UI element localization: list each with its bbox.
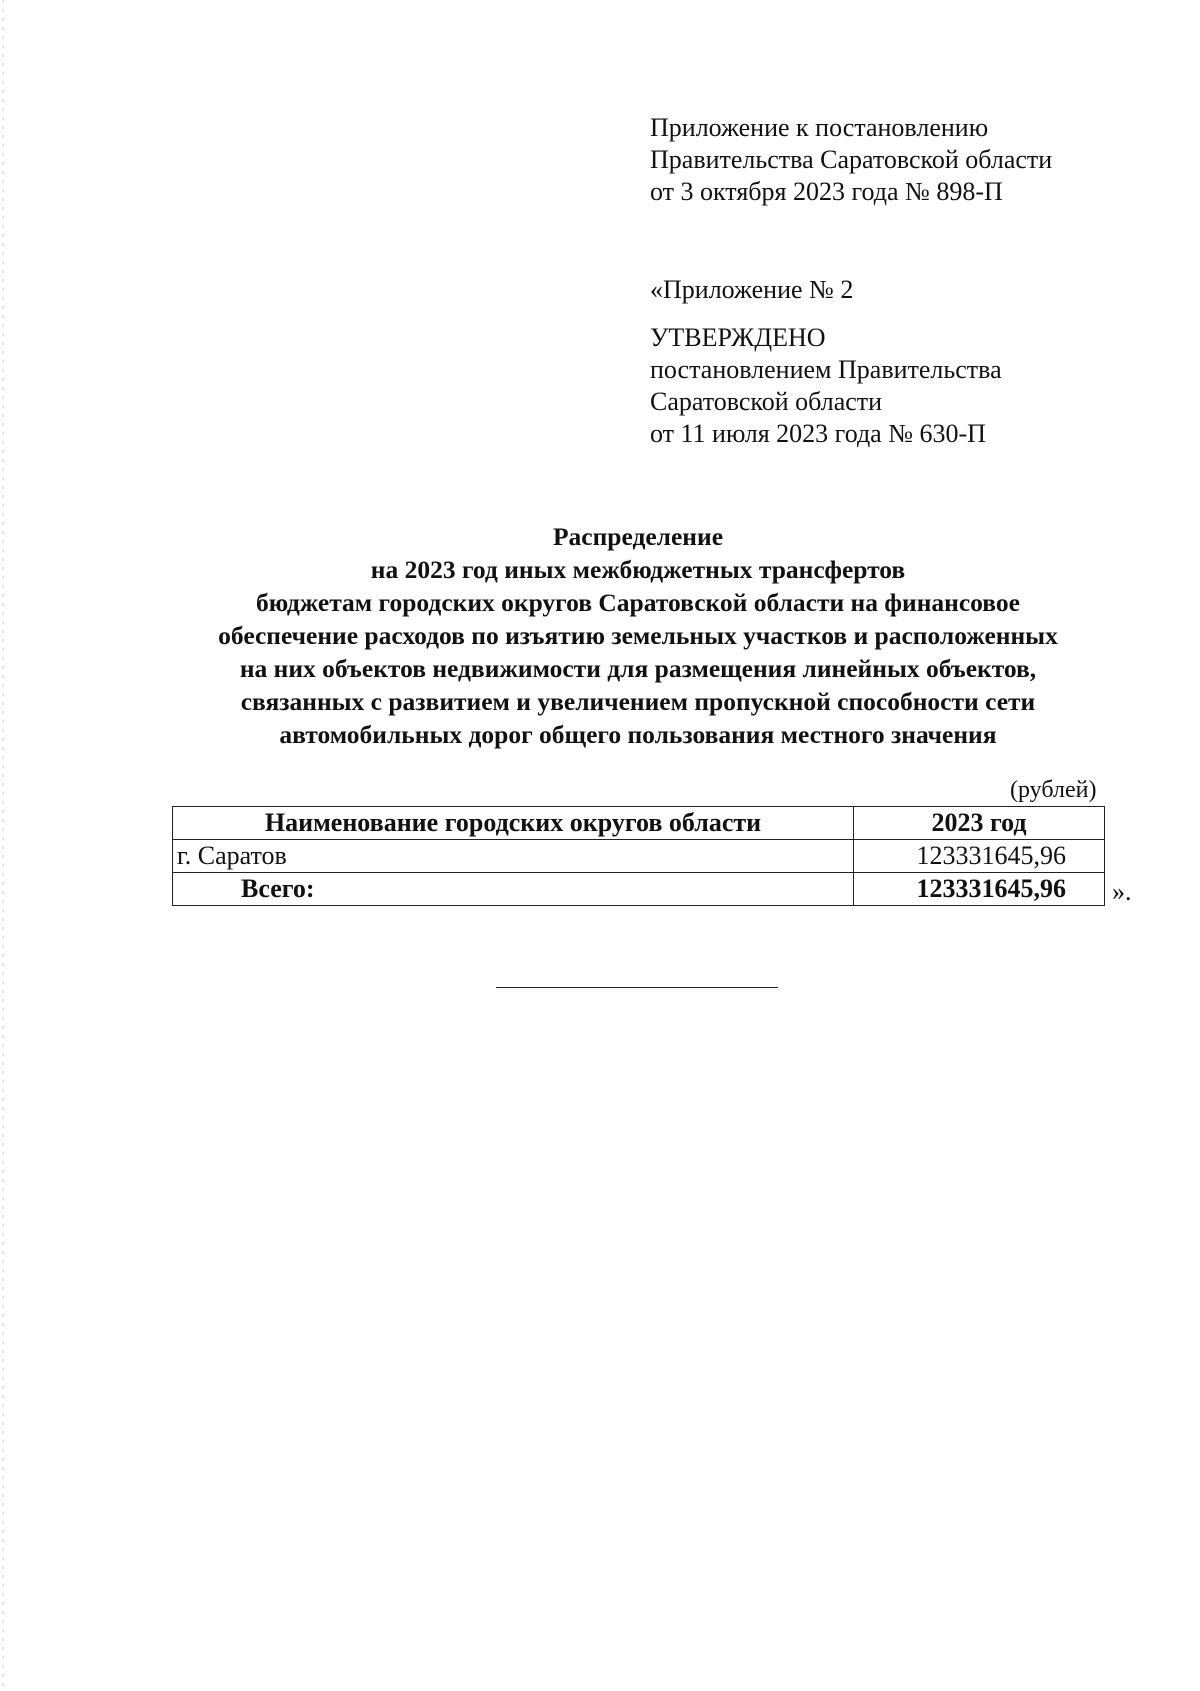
title-line-4: обеспечение расходов по изъятию земельных участков и расположенных <box>218 621 1058 650</box>
document-title <box>150 520 1126 751</box>
appendix-title-text: «Приложение № 2 <box>650 275 854 304</box>
title-line-1: Распределение <box>552 522 724 551</box>
title-line-7: автомобильных дорог общего пользования местного значения <box>279 720 997 749</box>
approval-line-1: постановлением Правительства <box>650 355 1002 384</box>
preamble-line-3: от 3 октября 2023 года № 898-П <box>650 177 1003 206</box>
preamble-line-1: Приложение к постановлению <box>650 113 989 142</box>
title-line-6: связанных с развитием и увеличением пропускной способности сети <box>240 687 1036 716</box>
title-line-2: на 2023 год иных межбюджетных трансфертов <box>370 555 906 584</box>
total-amount: 123331645,96 <box>854 873 1105 906</box>
approval-line-3: от 11 июля 2023 года № 630-П <box>650 419 986 448</box>
preamble-line-2: Правительства Саратовской области <box>650 145 1053 174</box>
end-separator-line <box>496 987 778 988</box>
distribution-table <box>172 806 1105 906</box>
approval-line-2: Саратовской области <box>650 387 883 416</box>
closing-quote: ». <box>1112 877 1132 906</box>
scan-edge-artifact <box>2 0 4 1691</box>
appendix-title <box>650 274 853 306</box>
title-line-3: бюджетам городских округов Саратовской области на финансовое <box>256 588 1020 617</box>
total-label: Всего: <box>173 873 854 906</box>
table-header-row <box>173 807 1105 840</box>
title-line-5: на них объектов недвижимости для размещения линейных объектов, <box>239 654 1037 683</box>
header-district-name: Наименование городских округов области <box>173 807 854 840</box>
table-row <box>173 840 1105 873</box>
approval-heading: УТВЕРЖДЕНО <box>650 323 826 352</box>
row-district-name: г. Саратов <box>173 840 854 873</box>
preamble-block <box>650 112 1052 208</box>
row-amount: 123331645,96 <box>854 840 1105 873</box>
units-label: (рублей) <box>1010 777 1097 803</box>
table-total-row <box>173 873 1105 906</box>
header-year: 2023 год <box>854 807 1105 840</box>
approval-block <box>650 322 1002 450</box>
